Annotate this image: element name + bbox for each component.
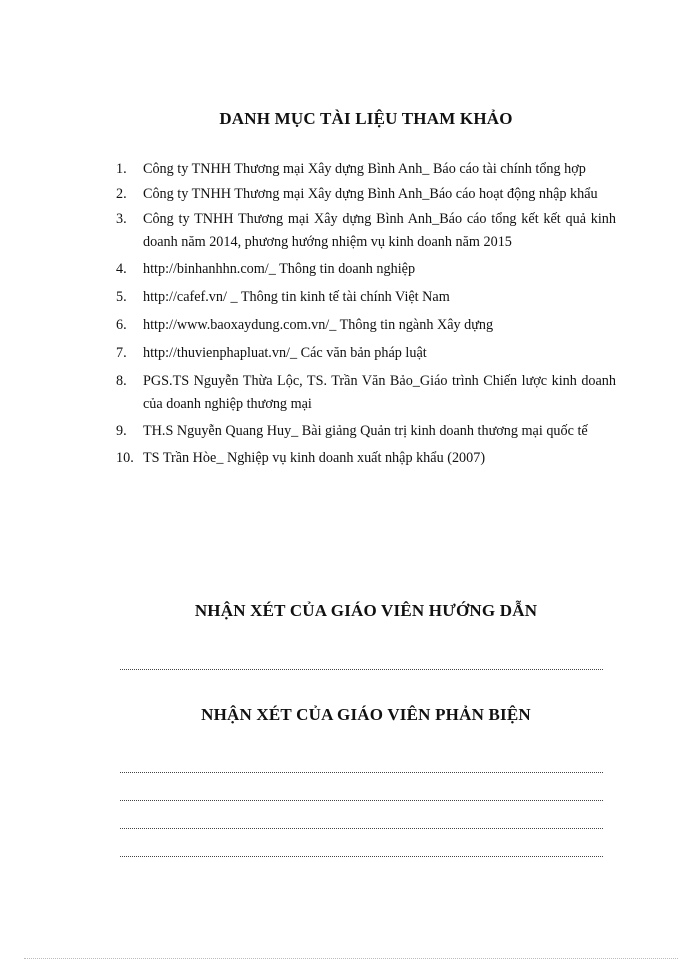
reference-text: Công ty TNHH Thương mại Xây dựng Bình Anh_ Báo cáo tài chính tổng hợp: [143, 161, 586, 177]
reference-text: http://cafef.vn/ _ Thông tin kinh tế tài chính Việt Nam: [143, 289, 450, 305]
reference-number: 3.: [116, 211, 127, 227]
reference-number: 4.: [116, 261, 127, 277]
reference-text: http://www.baoxaydung.com.vn/_ Thông tin ngành Xây dựng: [143, 317, 494, 333]
reference-item: [116, 158, 616, 181]
reference-item: [116, 258, 616, 281]
reference-item: [116, 286, 616, 309]
reference-item: [116, 370, 616, 416]
reference-number: 6.: [116, 317, 127, 333]
reference-item: [116, 183, 616, 206]
reviewer-comment-line: [120, 855, 603, 857]
reference-number: 9.: [116, 423, 127, 439]
reviewer-comment-line: [120, 827, 603, 829]
reviewer-comment-title: NHẬN XÉT CỦA GIÁO VIÊN PHẢN BIỆN: [201, 705, 531, 724]
reference-item: [116, 447, 616, 470]
reference-item: [116, 420, 616, 443]
reference-number: 5.: [116, 289, 127, 305]
references-list: [116, 158, 616, 470]
advisor-comment-line: [120, 668, 603, 670]
page-bottom-border: [24, 957, 678, 959]
advisor-comment-title: NHẬN XÉT CỦA GIÁO VIÊN HƯỚNG DẪN: [194, 601, 538, 620]
reference-text: TH.S Nguyễn Quang Huy_ Bài giảng Quản trị kinh doanh thương mại quốc tế: [143, 423, 588, 439]
reviewer-comment-line: [120, 799, 603, 801]
reference-item: [116, 342, 616, 365]
reference-text: PGS.TS Nguyễn Thừa Lộc, TS. Trần Văn Bảo_Giáo trình Chiến lược kinh doanh của doanh nghiệp thương mại: [143, 373, 616, 412]
reference-text: http://binhanhhn.com/_ Thông tin doanh nghiệp: [143, 261, 416, 277]
reference-number: 7.: [116, 345, 127, 361]
reference-text: Công ty TNHH Thương mại Xây dựng Bình Anh_Báo cáo hoạt động nhập khẩu: [143, 186, 598, 202]
reference-number: 8.: [116, 373, 127, 389]
reference-text: TS Trần Hòe_ Nghiệp vụ kinh doanh xuất nhập khẩu (2007): [143, 450, 486, 466]
reference-item: [116, 314, 616, 337]
reference-text: Công ty TNHH Thương mại Xây dựng Bình Anh_Báo cáo tổng kết kết quả kinh doanh năm 2014, phương hướng nhiệm vụ kinh doanh năm 2015: [143, 211, 616, 250]
reference-number: 10.: [116, 450, 134, 466]
references-title: DANH MỤC TÀI LIỆU THAM KHẢO: [219, 109, 513, 128]
reference-text: http://thuvienphapluat.vn/_ Các văn bản pháp luật: [143, 345, 427, 361]
reviewer-comment-line: [120, 771, 603, 773]
reference-number: 1.: [116, 161, 127, 177]
reference-number: 2.: [116, 186, 127, 202]
reference-item: [116, 208, 616, 254]
